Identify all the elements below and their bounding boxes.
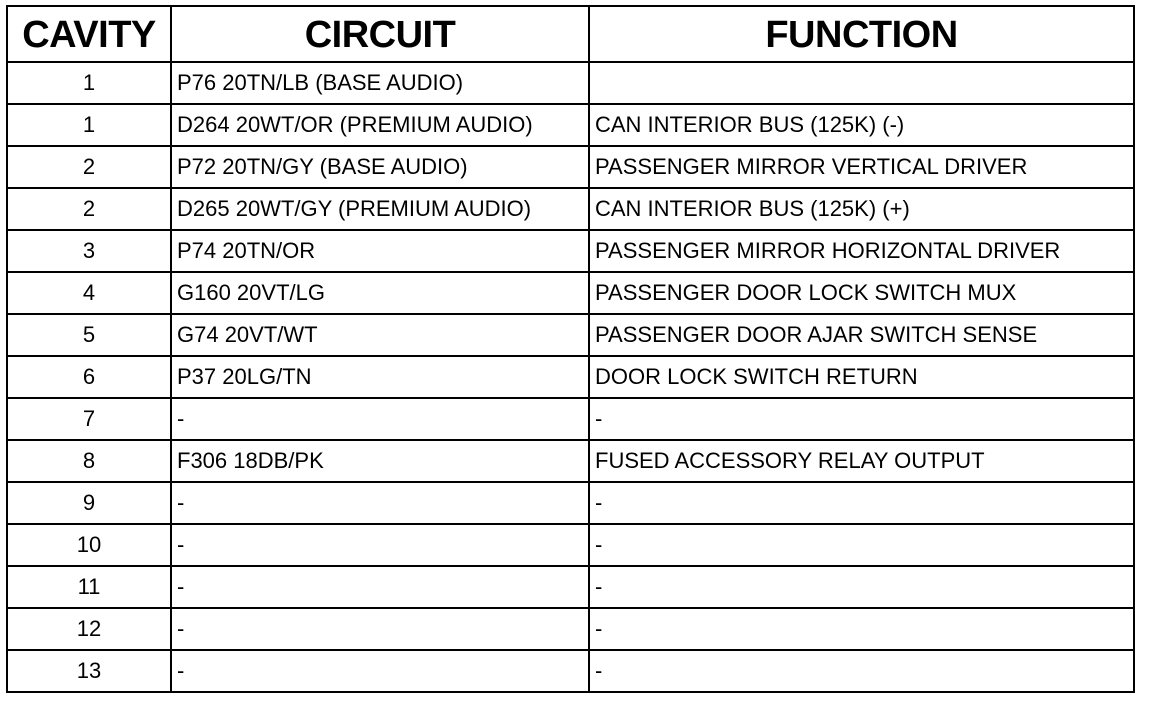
header-cavity: CAVITY	[7, 6, 171, 62]
circuit-cell: -	[171, 482, 589, 524]
circuit-cell: F306 18DB/PK	[171, 440, 589, 482]
circuit-cell: P74 20TN/OR	[171, 230, 589, 272]
circuit-cell: G74 20VT/WT	[171, 314, 589, 356]
cavity-cell: 2	[7, 188, 171, 230]
table-row	[7, 566, 1134, 608]
cavity-cell: 12	[7, 608, 171, 650]
circuit-cell: G160 20VT/LG	[171, 272, 589, 314]
table-row	[7, 272, 1134, 314]
function-cell: -	[589, 482, 1134, 524]
cavity-cell: 1	[7, 62, 171, 104]
table-row	[7, 524, 1134, 566]
table-row	[7, 482, 1134, 524]
cavity-cell: 2	[7, 146, 171, 188]
function-cell: -	[589, 398, 1134, 440]
cavity-cell: 10	[7, 524, 171, 566]
connector-pinout-table	[6, 5, 1135, 693]
function-cell: DOOR LOCK SWITCH RETURN	[589, 356, 1134, 398]
circuit-cell: -	[171, 608, 589, 650]
circuit-cell: P76 20TN/LB (BASE AUDIO)	[171, 62, 589, 104]
table-row	[7, 188, 1134, 230]
table-row	[7, 62, 1134, 104]
cavity-cell: 7	[7, 398, 171, 440]
function-cell: CAN INTERIOR BUS (125K) (+)	[589, 188, 1134, 230]
circuit-cell: D265 20WT/GY (PREMIUM AUDIO)	[171, 188, 589, 230]
function-cell: FUSED ACCESSORY RELAY OUTPUT	[589, 440, 1134, 482]
function-cell: PASSENGER DOOR AJAR SWITCH SENSE	[589, 314, 1134, 356]
cavity-cell: 9	[7, 482, 171, 524]
table-row	[7, 356, 1134, 398]
circuit-cell: -	[171, 650, 589, 692]
cavity-cell: 4	[7, 272, 171, 314]
table-row	[7, 104, 1134, 146]
table-row	[7, 398, 1134, 440]
header-function: FUNCTION	[589, 6, 1134, 62]
cavity-cell: 8	[7, 440, 171, 482]
function-cell: PASSENGER MIRROR VERTICAL DRIVER	[589, 146, 1134, 188]
table-row	[7, 230, 1134, 272]
function-cell: -	[589, 524, 1134, 566]
function-cell: -	[589, 566, 1134, 608]
header-circuit: CIRCUIT	[171, 6, 589, 62]
table-row	[7, 608, 1134, 650]
table-row	[7, 650, 1134, 692]
circuit-cell: D264 20WT/OR (PREMIUM AUDIO)	[171, 104, 589, 146]
cavity-cell: 1	[7, 104, 171, 146]
function-cell: CAN INTERIOR BUS (125K) (-)	[589, 104, 1134, 146]
cavity-cell: 5	[7, 314, 171, 356]
cavity-cell: 13	[7, 650, 171, 692]
circuit-cell: -	[171, 524, 589, 566]
circuit-cell: -	[171, 566, 589, 608]
function-cell: -	[589, 608, 1134, 650]
cavity-cell: 6	[7, 356, 171, 398]
connector-pinout-document	[6, 5, 1133, 693]
table-row	[7, 440, 1134, 482]
circuit-cell: P37 20LG/TN	[171, 356, 589, 398]
cavity-cell: 11	[7, 566, 171, 608]
function-cell: PASSENGER DOOR LOCK SWITCH MUX	[589, 272, 1134, 314]
function-cell	[589, 62, 1134, 104]
table-row	[7, 146, 1134, 188]
circuit-cell: -	[171, 398, 589, 440]
table-body	[7, 62, 1134, 692]
table-row	[7, 314, 1134, 356]
cavity-cell: 3	[7, 230, 171, 272]
table-header	[7, 6, 1134, 62]
header-row	[7, 6, 1134, 62]
circuit-cell: P72 20TN/GY (BASE AUDIO)	[171, 146, 589, 188]
function-cell: PASSENGER MIRROR HORIZONTAL DRIVER	[589, 230, 1134, 272]
function-cell: -	[589, 650, 1134, 692]
